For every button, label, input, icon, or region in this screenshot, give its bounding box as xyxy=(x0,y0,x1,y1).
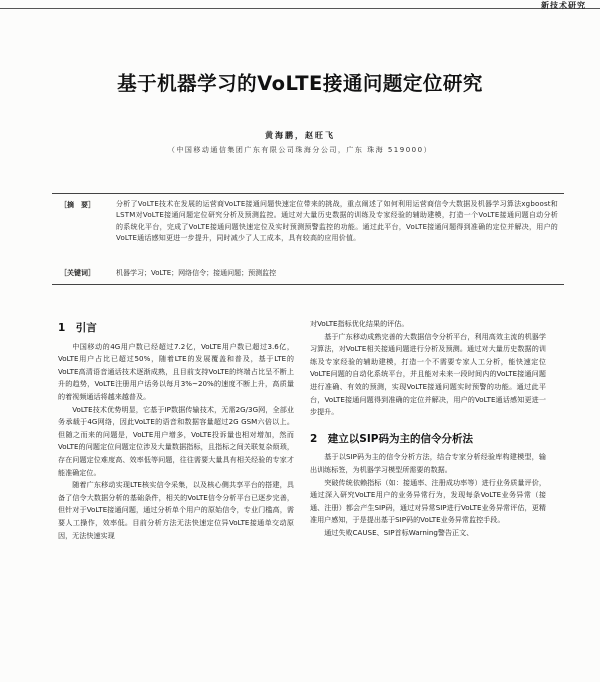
paragraph: 随着广东移动实现LTE核实信令采集，以及核心侧共享平台的搭建，具备了信令大数据分析的基础条件，相关的VoLTE信令分析平台已逐步完善，但针对于VoLTE接通问题，通过分析单个用户的原始信令，专业门槛高，需要人工操作，效率低。目前分析方法无法快速定位异VoLTE接通单交动原因，无法快速实现 xyxy=(58,480,294,540)
paragraph-continuation: 对VoLTE指标优化结果的评估。 xyxy=(310,319,409,328)
abstract-top-rule xyxy=(52,193,564,194)
section-heading-sip: 2 建立以SIP码为主的信令分析法 xyxy=(310,432,473,445)
section-heading-intro: 1 引言 xyxy=(58,322,97,334)
paragraph: 突破传统依赖指标（如：接通率、注册成功率等）进行业务质量评价，通过深入研究VoLTE用户的业务异常行为，发现每条VoLTE业务异常（接通、注册）都会产生SIP码，通过对异常SIP进行VoLTE业务异常评估，更精准用户感知，于是提出基于SIP码的VoLTE业务异常监控手段。 xyxy=(310,477,546,525)
keywords-text: 机器学习；VoLTE；网络信令；接通问题；预测监控 xyxy=(116,269,277,277)
paragraph: VoLTE技术优势明显，它基于IP数据传输技术，无需2G/3G网，全部业务承载于4G网络，因此VoLTE的语音和数据容量超过2G GSM六倍以上。但随之而来的问题是，VoLTE用户增多，VoLTE投诉量也相对增加，然而VoLTE的问题定位问题定位涉及大量数据指标，且指标之间关联复杂烦琐，存在问题定位难度高、效率低等问题，往往需要大量具有相关经验的专家才能准确定位。 xyxy=(58,404,294,477)
keywords-label: ［关键词］ xyxy=(60,269,95,277)
abstract-bottom-rule xyxy=(52,284,564,285)
abstract-text: 分析了VoLTE技术在发展的运营商VoLTE接通问题快速定位带来的挑战，重点阐述了如何利用运营商信令大数据及机器学习算法xgboost和LSTM对VoLTE接通问题定位研究分析及预测监控。通过对大量历史数据的训练及专家经验的辅助建模，打造一个VoLTE接通问题自动分析的系统化平台，完成了VoLTE接通问题快速定位及实时预测预警监控的功能。通过此平台，VoLTE接通问题得到准确的定位并解决，用户的VoLTE通话感知更进一步提升，同时减少了人工成本，具有较高的应用价值。 xyxy=(116,200,558,242)
left-column xyxy=(58,322,294,542)
right-column xyxy=(310,318,546,540)
authors: 黄海鹏，赵旺飞 xyxy=(265,131,335,140)
affiliation: （中国移动通信集团广东有限公司珠海分公司，广东 珠海 519000） xyxy=(167,146,433,154)
paragraph: 基于以SIP码为主的信令分析方法，结合专家分析经验库构建模型，输出训练标签，为机器学习模型所需要的数据。 xyxy=(310,452,546,474)
header-rule xyxy=(0,8,600,9)
paragraph: 中国移动的4G用户数已经超过7.2亿，VoLTE用户数已超过3.6亿，VoLTE用户占比已超过50%，随着LTE的发展覆盖和普及，基于LTE的VoLTE高清语音通话技术逐渐成熟，且目前支持VoLTE的终端占比呈不断上升的趋势，VoLTE注册用户话务以每月3%~20%的速度不断上升，高质量的着视频通话将越来越普及。 xyxy=(58,341,294,401)
paper-title: 基于机器学习的VoLTE接通问题定位研究 xyxy=(117,72,483,95)
paragraph: 基于广东移动成熟完善的大数据信令分析平台，利用高效主流的机器学习算法，对VoLTE相关接通问题进行分析及预测。通过对大量历史数据的训练及专家经验的辅助建模，打造一个不需要专家人工分析，能快速定位VoLTE问题的自动化系统平台，并且能对未来一段时间内的VoLTE接通问题进行准确、有效的预测，实现VoLTE接通问题实时预警的功能。通过此平台，VoLTE接通问题得到准确的定位并解决，用户的VoLTE通话感知更进一步提升。 xyxy=(310,331,546,417)
abstract-label: ［摘 要］ xyxy=(60,201,95,209)
section-header-label: 新技术研究 xyxy=(541,1,586,10)
paragraph: 通过失败CAUSE、SIP首标Warning警告正文、 xyxy=(324,527,474,537)
